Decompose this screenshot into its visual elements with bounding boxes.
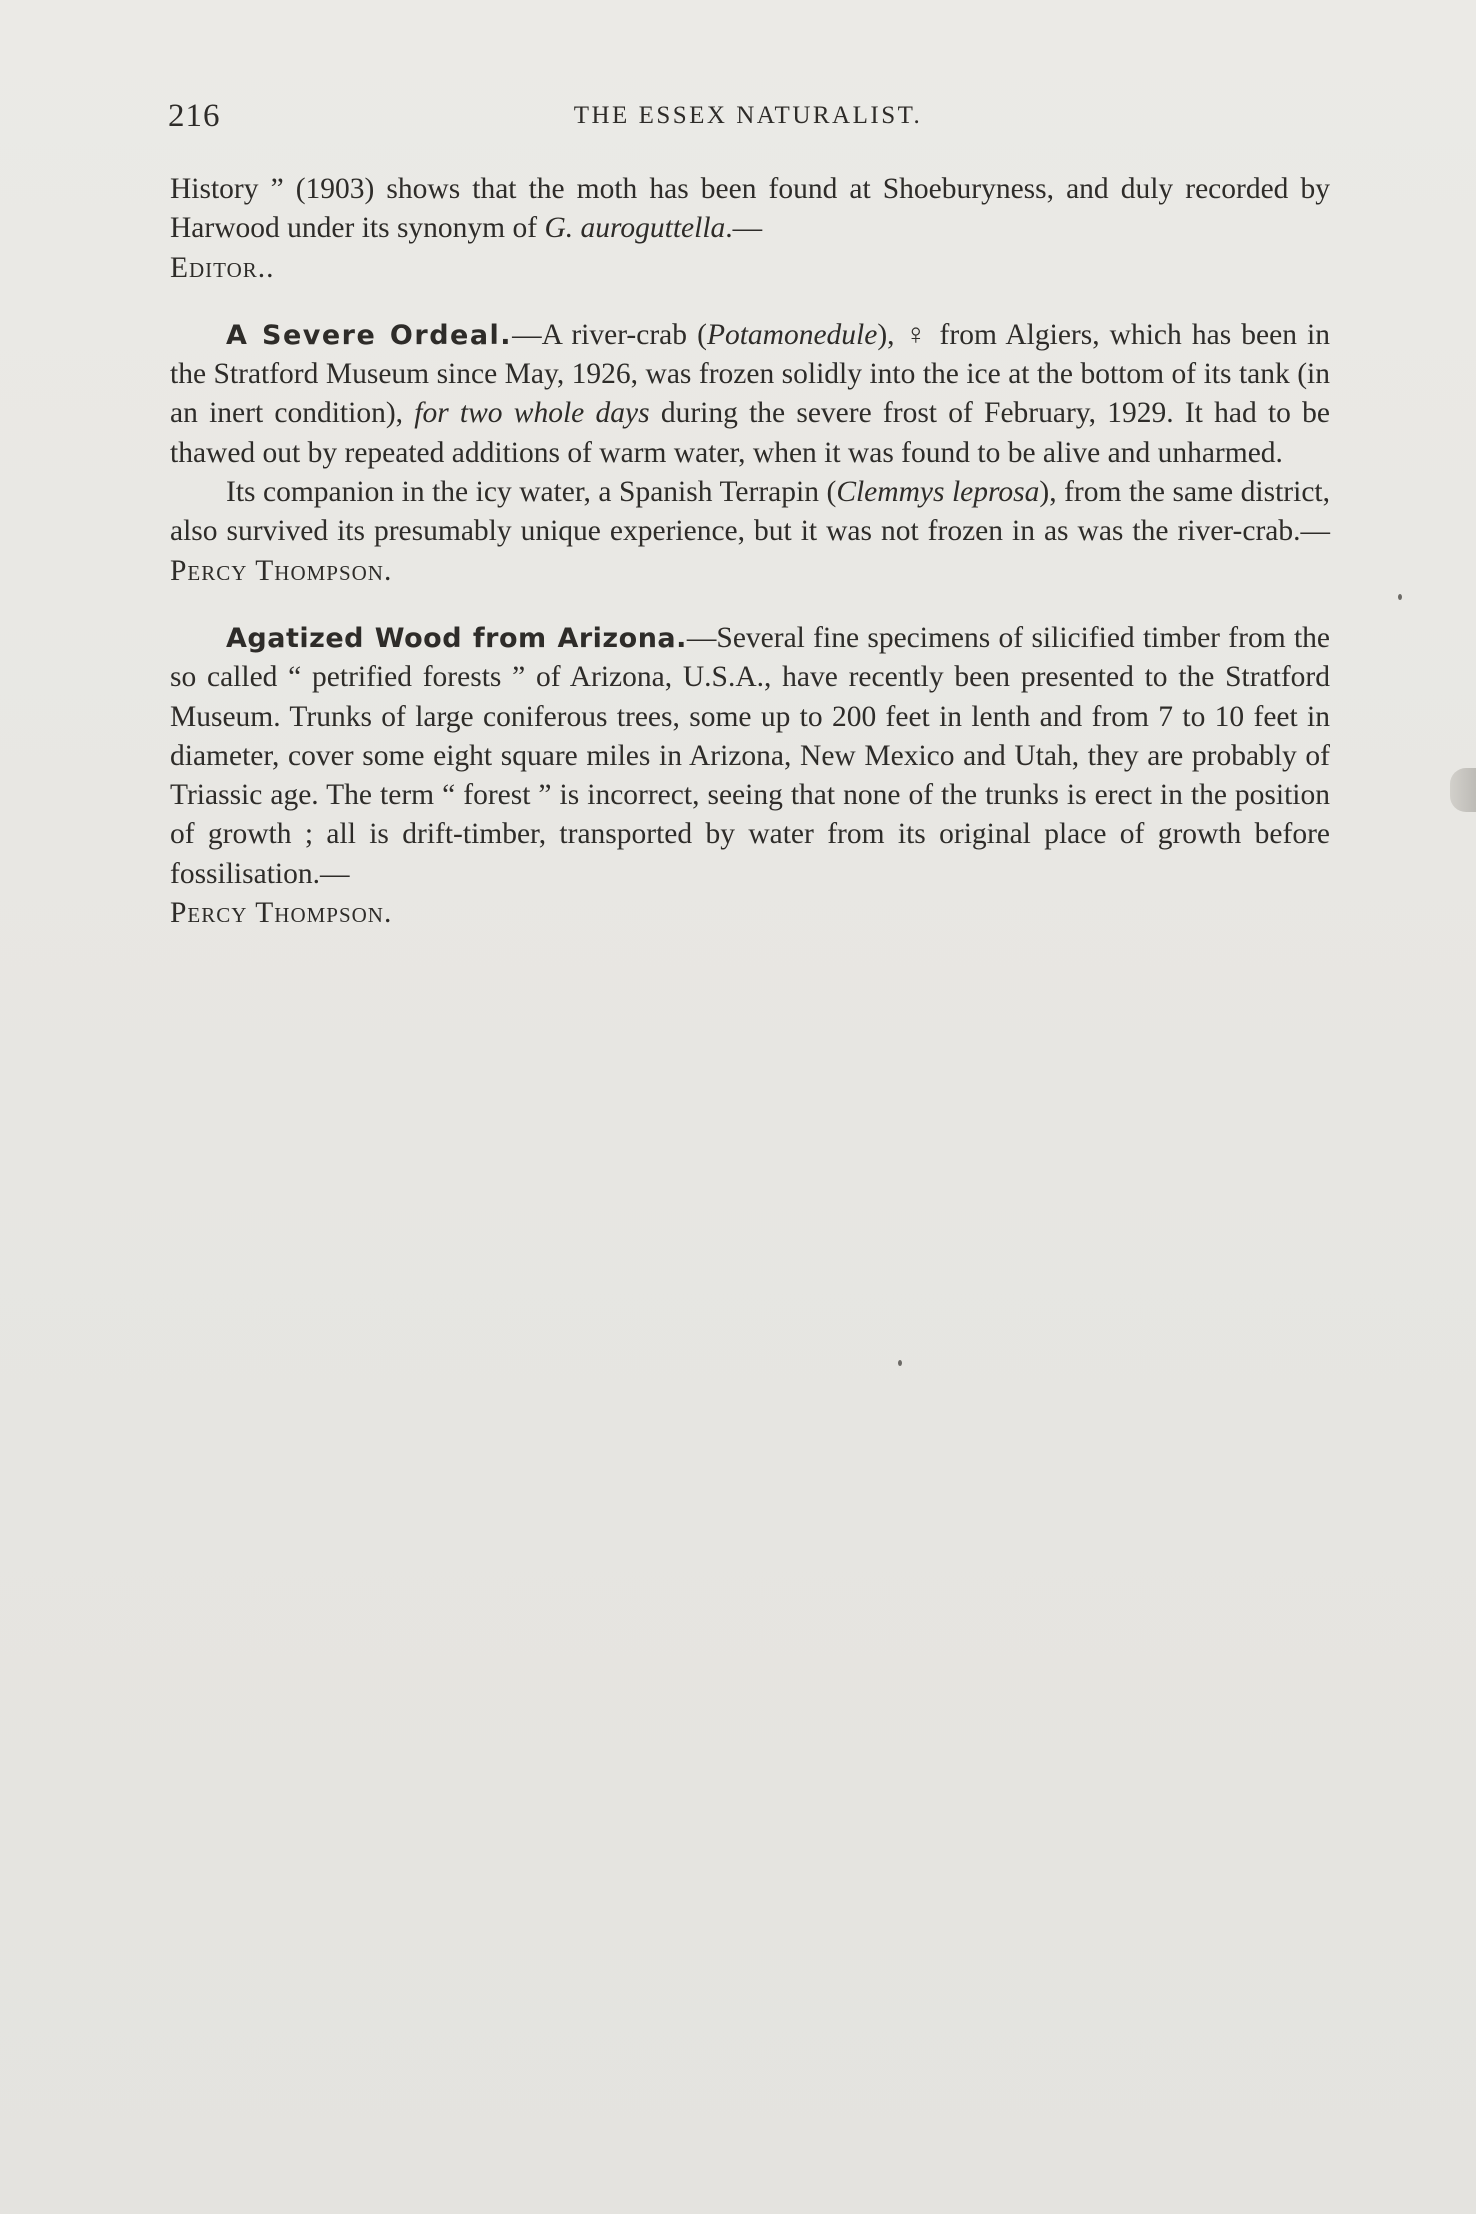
- running-title: THE ESSEX NATURALIST.: [573, 102, 923, 129]
- ordeal-text-2: ), ♀ from Algiers, which has been in the Stratford Museum since May, 1926, was frozen solidly into the ice at the bottom of its tank (in an inert condition),: [170, 318, 1330, 430]
- ink-speck: [898, 1360, 902, 1366]
- page-body: [170, 170, 1330, 933]
- section-heading-agatized-wood: Agatized Wood from Arizona.: [226, 622, 687, 654]
- terrapin-text-1: Its companion in the icy water, a Spanish Terrapin (: [226, 476, 837, 509]
- note-text-end: .—: [725, 212, 763, 245]
- terrapin-species-name: Clemmys leprosa: [836, 476, 1040, 509]
- agatized-text: —Several fine specimens of silicified timber from the so called “ petrified forests ” of Arizona, U.S.A., have recently been presented to the Stratford Museum. Trunks of large coniferous trees, some up to 200 feet in lenth and from 7 to 10 feet in diameter, cover some eight square miles in Arizona, New Mexico and Utah, they are probably of Triassic age. The term “ forest ” is incorrect, seeing that none of the trunks is erect in the position of growth ; all is drift-timber, transported by water from its original place of growth before fossilisation.—: [170, 621, 1331, 890]
- ink-speck: [1398, 594, 1402, 600]
- ordeal-text-1: —A river-crab (: [512, 318, 707, 351]
- paragraph-editor-note: [170, 170, 1330, 288]
- paragraph-agatized-wood: [170, 619, 1330, 933]
- editor-signature: Editor..: [170, 251, 275, 284]
- terrapin-text-2: ), from the same district, also survived its presumably unique experience, but it was not frozen in as was the river-crab.—: [170, 476, 1330, 548]
- species-name: G. auroguttella: [544, 212, 726, 245]
- page-header: [168, 98, 1328, 138]
- paragraph-terrapin: [170, 473, 1330, 591]
- section-heading-severe-ordeal: A Severe Ordeal.: [226, 319, 513, 351]
- emphasis-two-whole-days: for two whole days: [414, 397, 650, 430]
- paragraph-severe-ordeal: [170, 316, 1330, 473]
- crab-species-name: Potamonedule: [706, 318, 878, 351]
- page-edge-mark: [1450, 768, 1476, 812]
- author-signature: Percy Thompson.: [170, 554, 393, 587]
- ordeal-text-3: during the severe frost of February, 1929. It had to be thawed out by repeated additions of warm water, when it was found to be alive and unharmed.: [170, 397, 1330, 469]
- page-number: 216: [168, 98, 221, 134]
- author-signature: Percy Thompson.: [170, 897, 393, 930]
- note-text-start: History ” (1903) shows that the moth has been found at Shoeburyness, and duly recorded by Harwood under its synonym of: [170, 173, 1330, 245]
